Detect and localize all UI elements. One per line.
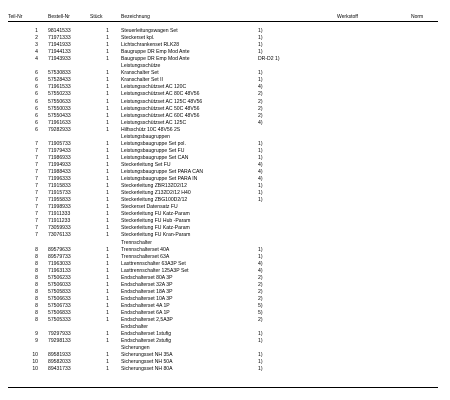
cell-teil: 7 bbox=[35, 197, 38, 204]
cell-stk: 1 bbox=[106, 197, 109, 204]
cell-bez: Leistungsbaugruppen bbox=[121, 133, 170, 140]
cell-teil: 10 bbox=[32, 352, 38, 359]
cell-best: 57505833 bbox=[48, 288, 71, 295]
cell-teil: 8 bbox=[35, 302, 38, 309]
cell-teil: 4 bbox=[35, 56, 38, 63]
table-row bbox=[0, 113, 450, 120]
cell-bez: Lasttrennschalter 125A3P Set bbox=[121, 267, 189, 274]
cell-bez: Baugruppe DR Emp Mod Ante bbox=[121, 49, 190, 56]
cell-note: 2) bbox=[258, 281, 263, 288]
cell-stk: 1 bbox=[106, 35, 109, 42]
cell-teil: 8 bbox=[35, 253, 38, 260]
cell-teil: 10 bbox=[32, 366, 38, 373]
cell-teil: 6 bbox=[35, 70, 38, 77]
cell-note: 1) bbox=[258, 77, 263, 84]
cell-teil: 6 bbox=[35, 84, 38, 91]
cell-teil: 7 bbox=[35, 169, 38, 175]
cell-best: 71911333 bbox=[48, 211, 71, 218]
table-row bbox=[0, 338, 450, 345]
cell-best: 89579633 bbox=[48, 246, 71, 253]
cell-bez: Steckerleitung ZBG100D2/12 bbox=[121, 197, 188, 204]
cell-note: 4) bbox=[258, 267, 263, 274]
cell-teil: 8 bbox=[35, 295, 38, 302]
cell-best: 89582033 bbox=[48, 359, 71, 366]
cell-bez: Leistungsbaugruppe Set FU bbox=[121, 147, 185, 154]
cell-best: 89579733 bbox=[48, 253, 71, 260]
table-row bbox=[0, 155, 450, 162]
cell-bez: Leistungsschütze bbox=[121, 63, 161, 70]
cell-stk: 1 bbox=[106, 211, 109, 218]
cell-stk: 1 bbox=[106, 310, 109, 316]
cell-stk: 1 bbox=[106, 84, 109, 91]
cell-best: 71986933 bbox=[48, 154, 71, 161]
cell-best: 57506233 bbox=[48, 274, 71, 281]
cell-note: 1) bbox=[258, 154, 263, 161]
cell-teil: 6 bbox=[35, 112, 38, 119]
cell-teil: 9 bbox=[35, 331, 38, 338]
cell-bez: Leistungsschützset AC 80C 48V56 bbox=[121, 91, 200, 98]
cell-best: 57506833 bbox=[48, 310, 71, 316]
cell-best: 98141533 bbox=[48, 28, 71, 34]
cell-note: 4) bbox=[258, 84, 263, 91]
cell-best: 71915833 bbox=[48, 183, 71, 190]
table-row bbox=[0, 134, 450, 141]
cell-note: 1) bbox=[258, 183, 263, 190]
header-bezeichnung: Bezeichnung bbox=[121, 14, 150, 20]
table-row bbox=[0, 169, 450, 176]
cell-bez: Leistungsbaugruppe Set pol. bbox=[121, 140, 186, 147]
cell-teil: 8 bbox=[35, 260, 38, 267]
cell-bez: Steckerleitung ZBR132D2/12 bbox=[121, 183, 187, 190]
table-row bbox=[0, 106, 450, 113]
table-row bbox=[0, 296, 450, 303]
cell-teil: 8 bbox=[35, 281, 38, 288]
cell-best: 71979433 bbox=[48, 147, 71, 154]
cell-teil: 6 bbox=[35, 105, 38, 112]
cell-best: 79282933 bbox=[48, 126, 71, 133]
cell-stk: 1 bbox=[106, 274, 109, 281]
cell-stk: 1 bbox=[106, 140, 109, 147]
table-row bbox=[0, 148, 450, 155]
cell-note: 1) bbox=[258, 35, 263, 42]
cell-note: 1) bbox=[258, 28, 263, 34]
cell-bez: Lichtschrankenset RLK28 bbox=[121, 42, 180, 49]
table-row bbox=[0, 120, 450, 127]
cell-note: DR-D2 1) bbox=[258, 56, 280, 63]
header-norm: Norm bbox=[411, 14, 424, 20]
cell-best: 79297933 bbox=[48, 331, 71, 338]
table-row bbox=[0, 218, 450, 225]
cell-note: 1) bbox=[258, 352, 263, 359]
cell-teil: 7 bbox=[35, 176, 38, 183]
cell-stk: 1 bbox=[106, 260, 109, 267]
table-row bbox=[0, 211, 450, 218]
table-row bbox=[0, 261, 450, 268]
table-row bbox=[0, 183, 450, 190]
cell-stk: 1 bbox=[106, 28, 109, 34]
cell-stk: 1 bbox=[106, 126, 109, 133]
cell-stk: 1 bbox=[106, 77, 109, 84]
cell-note: 5) bbox=[258, 302, 263, 309]
cell-teil: 6 bbox=[35, 119, 38, 126]
cell-stk: 1 bbox=[106, 302, 109, 309]
cell-teil: 4 bbox=[35, 49, 38, 56]
table-row bbox=[0, 359, 450, 366]
table-row bbox=[0, 77, 450, 84]
cell-stk: 1 bbox=[106, 154, 109, 161]
cell-best: 57506633 bbox=[48, 295, 71, 302]
cell-stk: 1 bbox=[106, 281, 109, 288]
table-row bbox=[0, 141, 450, 148]
cell-best: 89431733 bbox=[48, 366, 71, 373]
cell-bez: Leistungsschützset AC 125C bbox=[121, 119, 187, 126]
cell-bez: Endschalterset 1stufig bbox=[121, 331, 172, 338]
cell-best: 57528433 bbox=[48, 77, 71, 84]
cell-note: 2) bbox=[258, 105, 263, 112]
header-stueck: Stück bbox=[90, 14, 103, 20]
cell-best: 79298133 bbox=[48, 338, 71, 345]
table-row bbox=[0, 49, 450, 56]
cell-bez: Endschalterset 6A 1P bbox=[121, 310, 170, 316]
cell-bez: Kranschalter Set bbox=[121, 70, 159, 77]
cell-teil: 7 bbox=[35, 161, 38, 168]
cell-best: 57530833 bbox=[48, 70, 71, 77]
table-row bbox=[0, 317, 450, 324]
cell-note: 4) bbox=[258, 119, 263, 126]
table-row bbox=[0, 331, 450, 338]
cell-teil: 8 bbox=[35, 288, 38, 295]
cell-bez: Endschalterset 18A 3P bbox=[121, 288, 173, 295]
cell-bez: Leistungsschützset AC 120C bbox=[121, 84, 187, 91]
cell-note: 4) bbox=[258, 176, 263, 183]
cell-bez: Steckerleitung Set FU bbox=[121, 161, 171, 168]
cell-stk: 1 bbox=[106, 56, 109, 63]
table-row bbox=[0, 345, 450, 352]
table-row bbox=[0, 91, 450, 98]
cell-bez: Endschalterset 2stufig bbox=[121, 338, 172, 345]
table-row bbox=[0, 289, 450, 296]
cell-best: 89581933 bbox=[48, 352, 71, 359]
cell-note: 2) bbox=[258, 274, 263, 281]
cell-bez: Steckerset Datensatz FU bbox=[121, 204, 178, 211]
cell-note: 1) bbox=[258, 246, 263, 253]
cell-stk: 1 bbox=[106, 147, 109, 154]
cell-teil: 8 bbox=[35, 274, 38, 281]
cell-bez: Sicherungen bbox=[121, 345, 150, 352]
table-row bbox=[0, 268, 450, 275]
cell-stk: 1 bbox=[106, 218, 109, 225]
cell-best: 71961533 bbox=[48, 84, 71, 91]
table-row bbox=[0, 324, 450, 331]
cell-stk: 1 bbox=[106, 204, 109, 211]
cell-bez: Baugruppe DR Emp Mod Ante bbox=[121, 56, 190, 63]
cell-bez: Steckerleitung FU Katz-Param bbox=[121, 225, 190, 232]
cell-best: 57506033 bbox=[48, 281, 71, 288]
cell-stk: 1 bbox=[106, 112, 109, 119]
cell-best: 71988433 bbox=[48, 169, 71, 175]
cell-teil: 3 bbox=[35, 42, 38, 49]
table-row bbox=[0, 190, 450, 197]
cell-best: 71963033 bbox=[48, 260, 71, 267]
cell-stk: 1 bbox=[106, 49, 109, 56]
cell-best: 71943933 bbox=[48, 56, 71, 63]
cell-teil: 6 bbox=[35, 126, 38, 133]
cell-best: 57505333 bbox=[48, 317, 71, 324]
cell-bez: Steuerleitungswagen Set bbox=[121, 28, 178, 34]
cell-bez: Endschalterset 4A 1P bbox=[121, 302, 170, 309]
cell-bez: Leistungsbaugruppe Set CAN bbox=[121, 154, 189, 161]
cell-stk: 1 bbox=[106, 359, 109, 366]
cell-note: 4) bbox=[258, 260, 263, 267]
cell-bez: Steckerleitung FU Kran-Param bbox=[121, 232, 191, 239]
cell-note: 1) bbox=[258, 197, 263, 204]
cell-teil: 7 bbox=[35, 218, 38, 225]
cell-bez: Endschalterset 2,5A3P bbox=[121, 317, 173, 324]
cell-teil: 10 bbox=[32, 359, 38, 366]
table-row bbox=[0, 197, 450, 204]
cell-best: 71941933 bbox=[48, 42, 71, 49]
cell-best: 71955833 bbox=[48, 197, 71, 204]
cell-best: 71915733 bbox=[48, 190, 71, 197]
table-row bbox=[0, 84, 450, 91]
cell-teil: 6 bbox=[35, 91, 38, 98]
cell-bez: Steckerleitung Z132D2/12 H40 bbox=[121, 190, 191, 197]
cell-bez: Leistungsschützset AC 50C 48V56 bbox=[121, 105, 200, 112]
cell-bez: Sicherungsset NH 80A bbox=[121, 366, 173, 373]
cell-teil: 7 bbox=[35, 183, 38, 190]
table-row bbox=[0, 70, 450, 77]
cell-stk: 1 bbox=[106, 169, 109, 175]
cell-stk: 1 bbox=[106, 42, 109, 49]
cell-teil: 6 bbox=[35, 98, 38, 105]
table-row bbox=[0, 366, 450, 373]
cell-best: 71963133 bbox=[48, 267, 71, 274]
cell-teil: 7 bbox=[35, 190, 38, 197]
table-row bbox=[0, 303, 450, 310]
cell-note: 1) bbox=[258, 49, 263, 56]
cell-note: 1) bbox=[258, 190, 263, 197]
table-row bbox=[0, 232, 450, 239]
cell-stk: 1 bbox=[106, 246, 109, 253]
cell-best: 57550433 bbox=[48, 112, 71, 119]
table-row bbox=[0, 240, 450, 247]
table-row bbox=[0, 162, 450, 169]
cell-best: 57550233 bbox=[48, 91, 71, 98]
cell-best: 71905733 bbox=[48, 140, 71, 147]
cell-bez: Endschalterset 80A 3P bbox=[121, 274, 173, 281]
cell-stk: 1 bbox=[106, 317, 109, 324]
cell-bez: Steckerleitung FU Katz-Param bbox=[121, 211, 190, 218]
table-row bbox=[0, 63, 450, 70]
cell-bez: Leistungsschützset AC 125C 48V56 bbox=[121, 98, 203, 105]
cell-note: 1) bbox=[258, 338, 263, 345]
table-row bbox=[0, 28, 450, 35]
cell-teil: 8 bbox=[35, 267, 38, 274]
cell-note: 1) bbox=[258, 42, 263, 49]
cell-best: 71971333 bbox=[48, 35, 71, 42]
cell-bez: Sicherungsset NH 35A bbox=[121, 352, 173, 359]
cell-teil: 1 bbox=[35, 28, 38, 34]
cell-best: 71998933 bbox=[48, 204, 71, 211]
cell-best: 57550633 bbox=[48, 98, 71, 105]
cell-stk: 1 bbox=[106, 288, 109, 295]
cell-best: 73059933 bbox=[48, 225, 71, 232]
cell-stk: 1 bbox=[106, 366, 109, 373]
cell-best: 71996333 bbox=[48, 176, 71, 183]
table-row bbox=[0, 42, 450, 49]
cell-stk: 1 bbox=[106, 295, 109, 302]
cell-note: 4) bbox=[258, 161, 263, 168]
cell-note: 1) bbox=[258, 147, 263, 154]
cell-teil: 2 bbox=[35, 35, 38, 42]
cell-note: 1) bbox=[258, 253, 263, 260]
cell-stk: 1 bbox=[106, 176, 109, 183]
table-row bbox=[0, 35, 450, 42]
cell-stk: 1 bbox=[106, 352, 109, 359]
table-row bbox=[0, 56, 450, 63]
cell-teil: 8 bbox=[35, 310, 38, 316]
table-row bbox=[0, 225, 450, 232]
cell-bez: Leistungsbaugruppe Set PARA CAN bbox=[121, 169, 204, 175]
header-werkstoff: Werkstoff bbox=[337, 14, 358, 20]
table-row bbox=[0, 282, 450, 289]
cell-note: 2) bbox=[258, 317, 263, 324]
cell-bez: Endschalterset 32A 3P bbox=[121, 281, 173, 288]
cell-note: 2) bbox=[258, 288, 263, 295]
cell-bez: Steckerset kpl. bbox=[121, 35, 155, 42]
cell-bez: Leistungsschützset AC 60C 48V56 bbox=[121, 112, 200, 119]
cell-bez: Trennschalterset 63A bbox=[121, 253, 170, 260]
cell-teil: 8 bbox=[35, 317, 38, 324]
cell-stk: 1 bbox=[106, 232, 109, 239]
cell-note: 2) bbox=[258, 91, 263, 98]
cell-stk: 1 bbox=[106, 70, 109, 77]
cell-bez: Trennschalterset 40A bbox=[121, 246, 170, 253]
cell-teil: 8 bbox=[35, 246, 38, 253]
cell-note: 1) bbox=[258, 140, 263, 147]
cell-bez: Endschalterset 10A 3P bbox=[121, 295, 173, 302]
cell-teil: 6 bbox=[35, 77, 38, 84]
cell-bez: Leistungsbaugruppe Set PARA IN bbox=[121, 176, 198, 183]
cell-best: 57506733 bbox=[48, 302, 71, 309]
table-row bbox=[0, 247, 450, 254]
cell-teil: 9 bbox=[35, 338, 38, 345]
cell-note: 1) bbox=[258, 331, 263, 338]
cell-note: 2) bbox=[258, 295, 263, 302]
cell-best: 71994933 bbox=[48, 161, 71, 168]
cell-stk: 1 bbox=[106, 183, 109, 190]
cell-stk: 1 bbox=[106, 105, 109, 112]
table-row bbox=[0, 127, 450, 134]
cell-stk: 1 bbox=[106, 98, 109, 105]
cell-bez: Lasttrennschalter 63A3P Set bbox=[121, 260, 186, 267]
cell-stk: 1 bbox=[106, 338, 109, 345]
cell-teil: 7 bbox=[35, 147, 38, 154]
table-row bbox=[0, 176, 450, 183]
cell-stk: 1 bbox=[106, 253, 109, 260]
cell-teil: 7 bbox=[35, 211, 38, 218]
cell-bez: Sicherungsset NH 50A bbox=[121, 359, 173, 366]
header-teil-nr: Teil-Nr bbox=[8, 14, 23, 20]
table-row bbox=[0, 275, 450, 282]
cell-best: 71911233 bbox=[48, 218, 71, 225]
cell-note: 2) bbox=[258, 98, 263, 105]
cell-stk: 1 bbox=[106, 161, 109, 168]
table-row bbox=[0, 310, 450, 317]
cell-best: 71944133 bbox=[48, 49, 71, 56]
cell-bez: Kranschalter Set II bbox=[121, 77, 163, 84]
cell-teil: 7 bbox=[35, 154, 38, 161]
cell-note: 1) bbox=[258, 70, 263, 77]
cell-teil: 7 bbox=[35, 140, 38, 147]
table-row bbox=[0, 254, 450, 261]
cell-best: 57550033 bbox=[48, 105, 71, 112]
cell-best: 73076133 bbox=[48, 232, 71, 239]
cell-teil: 7 bbox=[35, 225, 38, 232]
cell-bez: Trennschalter bbox=[121, 239, 152, 246]
table-row bbox=[0, 352, 450, 359]
cell-stk: 1 bbox=[106, 119, 109, 126]
cell-bez: Hilfsschütz 10C 48V56 2S bbox=[121, 126, 181, 133]
cell-best: 71961633 bbox=[48, 119, 71, 126]
table-row bbox=[0, 99, 450, 106]
header-rule bbox=[8, 21, 438, 22]
cell-note: 2) bbox=[258, 112, 263, 119]
cell-bez: Endschalter bbox=[121, 324, 148, 331]
cell-stk: 1 bbox=[106, 225, 109, 232]
cell-teil: 7 bbox=[35, 204, 38, 211]
cell-teil: 7 bbox=[35, 232, 38, 239]
table-row bbox=[0, 204, 450, 211]
cell-note: 1) bbox=[258, 366, 263, 373]
cell-bez: Steckerleitung FU Hub -Param bbox=[121, 218, 191, 225]
cell-note: 5) bbox=[258, 310, 263, 316]
cell-note: 1) bbox=[258, 359, 263, 366]
cell-stk: 1 bbox=[106, 267, 109, 274]
cell-stk: 1 bbox=[106, 91, 109, 98]
cell-note: 4) bbox=[258, 169, 263, 175]
footer-rule bbox=[8, 387, 438, 388]
header-bestell-nr: Bestell-Nr bbox=[48, 14, 70, 20]
cell-stk: 1 bbox=[106, 190, 109, 197]
cell-stk: 1 bbox=[106, 331, 109, 338]
